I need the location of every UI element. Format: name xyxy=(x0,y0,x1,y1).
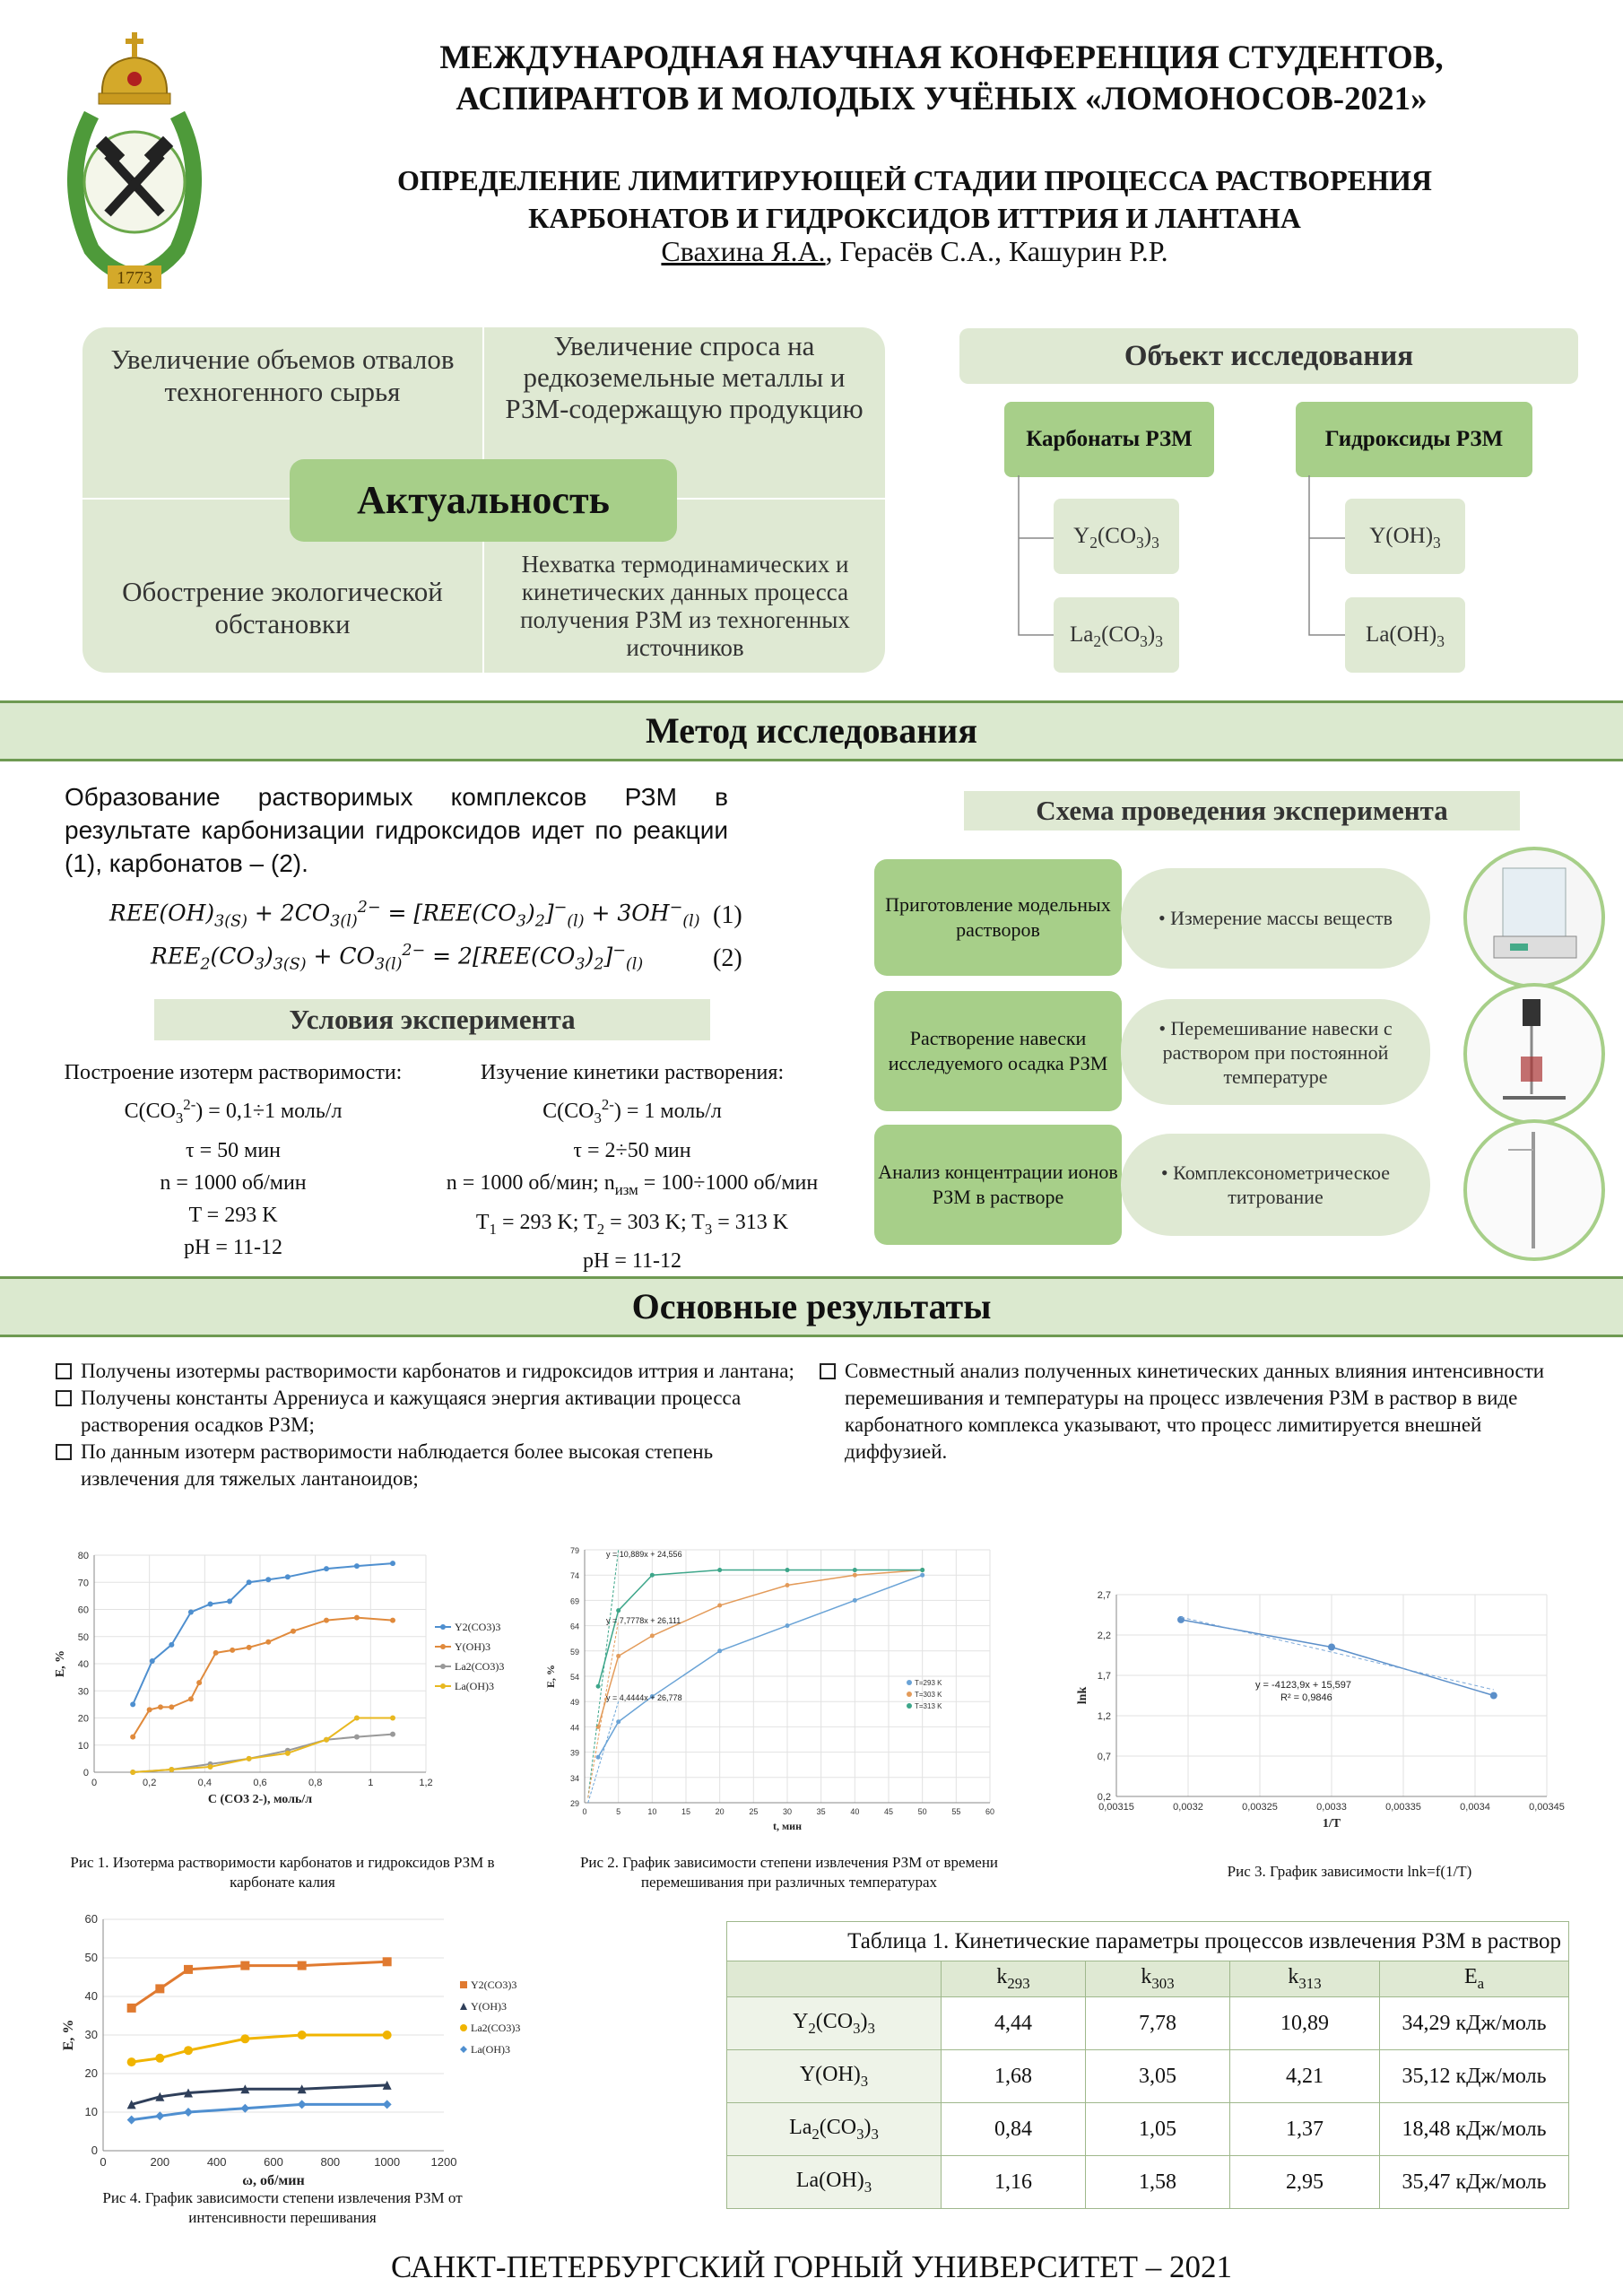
legend-marker xyxy=(440,1664,446,1669)
chart-background xyxy=(49,1544,516,1813)
x-tick-label: 1000 xyxy=(374,2155,401,2169)
analytical-balance-image xyxy=(1463,847,1605,988)
data-point xyxy=(130,1735,135,1740)
relevance-center: Актуальность xyxy=(290,459,677,542)
x-axis-label: 1/T xyxy=(1322,1817,1341,1831)
data-point xyxy=(169,1642,174,1648)
table-cell: 0,84 xyxy=(942,2103,1086,2156)
figure-1-caption: Рис 1. Изотерма растворимости карбонатов и гидроксидов РЗМ в карбонате калия xyxy=(70,1854,495,1891)
y-tick-label: 59 xyxy=(569,1647,579,1657)
table-cell: 1,68 xyxy=(942,2050,1086,2103)
data-point xyxy=(208,1764,213,1770)
legend-marker xyxy=(460,1981,467,1988)
table-cell: 35,47 кДж/моль xyxy=(1380,2156,1569,2209)
row-label: $La(OH)_3$ xyxy=(727,2156,942,2209)
y2co3-box: $Y_2(CO_3)_3$ xyxy=(1054,499,1179,574)
data-point xyxy=(920,1573,924,1578)
data-point xyxy=(717,1604,722,1608)
x-tick-label: 15 xyxy=(681,1807,691,1816)
footer: САНКТ-ПЕТЕРБУРГСКИЙ ГОРНЫЙ УНИВЕРСИТЕТ – 2021 xyxy=(391,2249,1232,2284)
data-point xyxy=(616,1719,621,1724)
data-point xyxy=(265,1577,271,1582)
x-tick-label: 0,00345 xyxy=(1529,1802,1565,1813)
data-point xyxy=(616,1608,621,1613)
legend-label: La(OH)3 xyxy=(471,2043,510,2056)
y-tick-label: 60 xyxy=(77,1605,89,1616)
data-point xyxy=(213,1650,219,1656)
trendline-equation: y = -4123,9x + 15,597 xyxy=(1255,1680,1352,1691)
y-tick-label: 74 xyxy=(569,1571,579,1581)
y-tick-label: 40 xyxy=(77,1659,89,1670)
trendline-equation: y = 7,7778x + 26,111 xyxy=(606,1616,681,1625)
data-point xyxy=(596,1684,601,1689)
table-cell: 35,12 кДж/моль xyxy=(1380,2050,1569,2103)
legend-label: Y(OH)3 xyxy=(455,1640,490,1653)
table-cell: 1,16 xyxy=(942,2156,1086,2209)
y-tick-label: 44 xyxy=(569,1723,579,1733)
chart-background xyxy=(49,1909,516,2187)
table-cell: 1,05 xyxy=(1086,2103,1230,2156)
y-tick-label: 1,2 xyxy=(1097,1711,1111,1722)
data-point xyxy=(169,1767,174,1772)
y-tick-label: 2,7 xyxy=(1097,1590,1111,1601)
kinetic-speed: n = 1000 об/мин; $n_{изм} = 100\div 1000$ об/мин xyxy=(446,1170,819,1198)
isotherm-time: τ = 50 мин xyxy=(185,1138,282,1162)
author-main: Свахина Я.А. xyxy=(661,235,826,267)
table-row xyxy=(727,2156,1569,2209)
isotherm-temp: T = 293 K xyxy=(188,1203,278,1227)
table-cell: 1,58 xyxy=(1086,2156,1230,2209)
legend-marker xyxy=(440,1624,446,1630)
isotherm-speed: n = 1000 об/мин xyxy=(160,1170,307,1195)
data-point xyxy=(785,1568,790,1572)
scheme-detail-1: • Измерение массы веществ xyxy=(1121,868,1430,969)
university-logo xyxy=(56,25,213,294)
scheme-step-2: Растворение навески исследуемого осадка РЗМ xyxy=(874,991,1122,1111)
y-tick-label: 10 xyxy=(77,1740,89,1752)
y-tick-label: 40 xyxy=(84,1989,98,2003)
hydroxides-box: Гидроксиды РЗМ xyxy=(1296,402,1532,477)
conference-title-line2: АСПИРАНТОВ И МОЛОДЫХ УЧЁНЫХ «ЛОМОНОСОВ-2021» xyxy=(456,81,1428,117)
data-point xyxy=(616,1654,621,1658)
laurel-wreath-icon xyxy=(75,115,194,276)
table-cell: 7,78 xyxy=(1086,1997,1230,2050)
data-point xyxy=(1328,1644,1335,1651)
x-tick-label: 0,00315 xyxy=(1098,1802,1134,1813)
x-tick-label: 0,4 xyxy=(197,1778,212,1788)
data-point xyxy=(158,1704,163,1709)
stirrer-image xyxy=(1463,983,1605,1125)
kinetic-temps: $T_1 = 293$ K; $T_2 = 303$ K; $T_3 = 313$ K xyxy=(475,1210,789,1238)
kinetic-concentration: $C(CO_3^{2-}) = 1$ моль/л xyxy=(542,1096,722,1126)
x-tick-label: 30 xyxy=(782,1807,793,1816)
x-tick-label: 0,2 xyxy=(143,1778,157,1788)
legend-label: Y2(CO3)3 xyxy=(455,1621,501,1633)
data-point xyxy=(650,1573,655,1578)
kinetic-conditions xyxy=(421,1057,843,1277)
results-left-list xyxy=(56,1358,800,1518)
data-point xyxy=(188,1610,194,1615)
table-row xyxy=(727,1997,1569,2050)
data-point xyxy=(324,1618,329,1623)
carbonates-box: Карбонаты РЗМ xyxy=(1004,402,1214,477)
x-tick-label: 0,8 xyxy=(308,1778,323,1788)
equation-2-number: (2) xyxy=(713,944,742,972)
scheme-step-1: Приготовление модельных растворов xyxy=(874,859,1122,976)
data-point xyxy=(298,2031,307,2039)
data-point xyxy=(127,2004,136,2013)
y-axis-label: E, % xyxy=(544,1664,557,1689)
data-point xyxy=(150,1658,155,1664)
table-title: Таблица 1. Кинетические параметры процессов извлечения РЗМ в раствор xyxy=(727,1922,1569,1961)
data-point xyxy=(247,1579,252,1585)
figure-3-caption: Рис 3. График зависимости lnk=f(1/T) xyxy=(1227,1863,1472,1880)
data-point xyxy=(596,1755,601,1760)
legend-label: Y2(CO3)3 xyxy=(471,1979,517,1991)
scheme-detail-2: • Перемешивание навески с раствором при постоянной температуре xyxy=(1121,999,1430,1105)
data-point xyxy=(291,1629,296,1634)
conditions-title: Условия эксперимента xyxy=(154,999,710,1040)
y-tick-label: 79 xyxy=(569,1546,579,1555)
y-axis-label: E, % xyxy=(61,2019,76,2051)
data-point xyxy=(265,1639,271,1645)
x-tick-label: 1 xyxy=(368,1778,374,1788)
object-title: Объект исследования xyxy=(959,328,1578,384)
data-point xyxy=(130,1701,135,1707)
data-point xyxy=(196,1680,202,1685)
result-bullet-2: Получены константы Аррениуса и кажущаяся энергия активации процесса растворения осадков РЗМ; xyxy=(56,1385,800,1439)
table-row xyxy=(727,2050,1569,2103)
y-tick-label: 49 xyxy=(569,1698,579,1708)
y-tick-label: 2,2 xyxy=(1097,1631,1111,1641)
x-tick-label: 20 xyxy=(715,1807,725,1816)
authors-rest: , Герасёв С.А., Кашурин Р.Р. xyxy=(825,235,1168,267)
y-axis-label: lnk xyxy=(1076,1686,1089,1705)
figure-4-caption: Рис 4. График зависимости степени извлечения РЗМ от интенсивности перешивания xyxy=(102,2189,463,2226)
table-cell: 10,89 xyxy=(1230,1997,1380,2050)
legend-marker xyxy=(907,1680,912,1685)
x-axis-label: ω, об/мин xyxy=(242,2173,305,2188)
relevance-bl: Обострение экологической обстановки xyxy=(122,576,443,639)
x-tick-label: 0,0033 xyxy=(1316,1802,1347,1813)
y-tick-label: 0,7 xyxy=(1097,1752,1111,1762)
legend-label: T=293 K xyxy=(915,1679,942,1687)
data-point xyxy=(184,1965,193,1974)
data-point xyxy=(188,1696,194,1701)
result-bullet-1: Получены изотермы растворимости карбонатов и гидроксидов иттрия и лантана; xyxy=(56,1358,800,1385)
data-point xyxy=(717,1648,722,1653)
table-cell: 3,05 xyxy=(1086,2050,1230,2103)
burette-image xyxy=(1463,1119,1605,1261)
data-point xyxy=(853,1598,857,1603)
poster-title-line2: КАРБОНАТОВ И ГИДРОКСИДОВ ИТТРИЯ И ЛАНТАНА xyxy=(528,202,1301,234)
equation-2: $REE_2(CO_3)_{3(S)} + CO_{3(l)}^{2-} = 2[REE(CO_3)_2]^-_{(l)}$ xyxy=(151,942,644,974)
scheme-detail-3: • Комплексонометрическое титрование xyxy=(1121,1134,1430,1236)
table-cell: 4,21 xyxy=(1230,2050,1380,2103)
laoh-box: $La(OH)_3$ xyxy=(1345,597,1465,673)
isotherm-concentration: $C(CO_3^{2-}) = 0,1\div 1$ моль/л xyxy=(124,1096,343,1126)
method-bar: Метод исследования xyxy=(0,700,1623,761)
x-tick-label: 35 xyxy=(816,1807,826,1816)
col-k293: $k_{293}$ xyxy=(942,1961,1086,1997)
y-tick-label: 80 xyxy=(77,1551,89,1561)
legend-label: La(OH)3 xyxy=(455,1680,494,1692)
poster-title-line1: ОПРЕДЕЛЕНИЕ ЛИМИТИРУЮЩЕЙ СТАДИИ ПРОЦЕССА РАСТВОРЕНИЯ xyxy=(397,164,1432,196)
table-header xyxy=(727,1961,1569,1997)
col-ea: $E_a$ xyxy=(1380,1961,1569,1997)
data-point xyxy=(184,2046,193,2055)
data-point xyxy=(240,2034,249,2043)
x-tick-label: 25 xyxy=(749,1807,759,1816)
y-tick-label: 50 xyxy=(77,1631,89,1643)
data-point xyxy=(130,1770,135,1775)
isotherm-ph: pH = 11-12 xyxy=(184,1235,282,1259)
x-tick-label: 50 xyxy=(917,1807,927,1816)
data-point xyxy=(247,1756,252,1761)
y-tick-label: 1,7 xyxy=(1097,1671,1111,1682)
x-tick-label: 60 xyxy=(985,1807,995,1816)
scheme-title: Схема проведения эксперимента xyxy=(964,791,1520,831)
y-tick-label: 29 xyxy=(569,1799,579,1808)
relevance-tl: Увеличение объемов отвалов техногенного сырья xyxy=(110,344,455,407)
logo-year: 1773 xyxy=(117,268,152,288)
la2co3-box: $La_2(CO_3)_3$ xyxy=(1054,597,1179,673)
data-point xyxy=(324,1737,329,1743)
y-tick-label: 64 xyxy=(569,1622,579,1631)
col-k313: $k_{313}$ xyxy=(1230,1961,1380,1997)
row-label: $Y_2(CO_3)_3$ xyxy=(727,1997,942,2050)
x-tick-label: 40 xyxy=(850,1807,860,1816)
data-point xyxy=(169,1704,174,1709)
data-point xyxy=(240,1961,249,1970)
chart-kinetics-temperature xyxy=(544,1541,1015,1837)
y-tick-label: 20 xyxy=(77,1713,89,1725)
x-tick-label: 55 xyxy=(951,1807,961,1816)
x-tick-label: 0 xyxy=(91,1778,98,1788)
isotherm-conditions xyxy=(36,1057,430,1264)
data-point xyxy=(383,1957,392,1966)
data-point xyxy=(853,1573,857,1578)
equation-1-number: (1) xyxy=(713,901,742,929)
trendline-equation: y = 10,889x + 24,556 xyxy=(606,1550,682,1559)
data-point xyxy=(285,1751,291,1756)
data-point xyxy=(390,1732,395,1737)
data-point xyxy=(208,1601,213,1606)
data-point xyxy=(785,1623,790,1628)
table-cell: 18,48 кДж/моль xyxy=(1380,2103,1569,2156)
yoh-box: $Y(OH)_3$ xyxy=(1345,499,1465,574)
data-point xyxy=(324,1566,329,1571)
data-point xyxy=(247,1645,252,1650)
x-tick-label: 0,0032 xyxy=(1173,1802,1203,1813)
table-cell: 1,37 xyxy=(1230,2103,1380,2156)
col-k303: $k_{303}$ xyxy=(1086,1961,1230,1997)
data-point xyxy=(390,1618,395,1623)
data-point xyxy=(383,2031,392,2039)
row-label: $La_2(CO_3)_3$ xyxy=(727,2103,942,2156)
authors xyxy=(269,235,1560,268)
data-point xyxy=(853,1568,857,1572)
data-point xyxy=(354,1563,360,1569)
data-point xyxy=(390,1716,395,1721)
data-point xyxy=(127,2057,136,2066)
y-tick-label: 0 xyxy=(91,2144,98,2157)
table-cell: 34,29 кДж/моль xyxy=(1380,1997,1569,2050)
data-point xyxy=(147,1707,152,1712)
x-tick-label: 5 xyxy=(616,1807,621,1816)
table-cell: 4,44 xyxy=(942,1997,1086,2050)
x-axis-label: C (CO3 2-), моль/л xyxy=(207,1793,313,1806)
y-tick-label: 34 xyxy=(569,1773,579,1783)
x-tick-label: 0,00335 xyxy=(1385,1802,1421,1813)
kinetic-table xyxy=(726,1921,1569,2209)
figure-2-caption: Рис 2. График зависимости степени извлечения РЗМ от времени перемешивания при различных температурах xyxy=(579,1854,999,1891)
kinetic-ph: pH = 11-12 xyxy=(583,1249,681,1274)
equation-1: $REE(OH)_{3(S)} + 2CO_{3(l)}^{2-} = [REE(CO_3)_2]^-_{(l)} + 3OH^-_{(l)}$ xyxy=(109,899,700,931)
legend-label: T=313 K xyxy=(915,1702,942,1710)
crown-icon xyxy=(99,32,170,104)
x-axis-label: t, мин xyxy=(773,1820,802,1832)
legend-marker xyxy=(460,2024,467,2031)
data-point xyxy=(920,1568,924,1572)
kinetic-title: Изучение кинетики растворения: xyxy=(480,1061,785,1084)
legend-label: T=303 K xyxy=(915,1691,942,1699)
chart-arrhenius xyxy=(1072,1578,1574,1848)
legend-label: Y(OH)3 xyxy=(471,2000,507,2013)
legend-label: La2(CO3)3 xyxy=(471,2022,521,2034)
data-point xyxy=(354,1716,360,1721)
balance-icon xyxy=(1467,850,1601,985)
data-point xyxy=(785,1583,790,1587)
legend-label: La2(CO3)3 xyxy=(455,1660,505,1673)
x-tick-label: 0,0034 xyxy=(1460,1802,1490,1813)
x-tick-label: 0,00325 xyxy=(1242,1802,1278,1813)
y-tick-label: 0 xyxy=(82,1768,89,1779)
data-point xyxy=(1490,1692,1497,1700)
x-tick-label: 600 xyxy=(264,2155,283,2169)
data-point xyxy=(285,1574,291,1579)
x-tick-label: 45 xyxy=(883,1807,894,1816)
data-point xyxy=(650,1633,655,1638)
y-tick-label: 70 xyxy=(77,1578,89,1589)
data-point xyxy=(354,1615,360,1621)
y-tick-label: 39 xyxy=(569,1748,579,1758)
chart-isotherms xyxy=(49,1544,516,1813)
x-tick-label: 1200 xyxy=(430,2155,457,2169)
chart-stirring xyxy=(49,1909,521,2188)
x-tick-label: 0 xyxy=(582,1807,587,1816)
result-bullet-3: По данным изотерм растворимости наблюдается более высокая степень извлечения для тяжелых лантаноидов; xyxy=(56,1439,800,1492)
x-tick-label: 800 xyxy=(320,2155,341,2169)
method-intro: Образование растворимых комплексов РЗМ в результате карбонизации гидроксидов идет по реакции (1), карбонатов – (2). xyxy=(65,783,728,877)
y-axis-label: E, % xyxy=(54,1649,67,1678)
x-tick-label: 10 xyxy=(647,1807,657,1816)
table-row xyxy=(727,2103,1569,2156)
data-point xyxy=(354,1735,360,1740)
data-point xyxy=(227,1598,232,1604)
x-tick-label: 1,2 xyxy=(419,1778,433,1788)
results-bar: Основные результаты xyxy=(0,1276,1623,1337)
kinetic-time: τ = 2÷50 мин xyxy=(573,1138,691,1162)
relevance-tr: Увеличение спроса на редкоземельные металлы и РЗМ-содержащую продукцию xyxy=(505,330,864,424)
legend-marker xyxy=(907,1692,912,1697)
data-point xyxy=(717,1568,722,1572)
x-tick-label: 0 xyxy=(100,2155,107,2169)
relevance-br: Нехватка термодинамических и кинетических данных процесса получения РЗМ из техногенных источников xyxy=(520,551,850,661)
x-tick-label: 200 xyxy=(150,2155,170,2169)
y-tick-label: 54 xyxy=(569,1673,579,1682)
row-label: $Y(OH)_3$ xyxy=(727,2050,942,2103)
legend-marker xyxy=(907,1703,912,1709)
result-bullet-right: Совместный анализ полученных кинетических данных влияния интенсивности перемешивания и температуры на процесс извлечения РЗМ в раствор в виде карбонатного комплекса указывают, что процесс лимитируется внешней диффузией. xyxy=(820,1358,1546,1465)
scheme-step-3: Анализ концентрации ионов РЗМ в растворе xyxy=(874,1125,1122,1245)
isotherm-title: Построение изотерм растворимости: xyxy=(64,1061,403,1084)
y-tick-label: 50 xyxy=(84,1951,98,1964)
data-point xyxy=(155,2054,164,2063)
data-point xyxy=(230,1648,235,1653)
conference-title-line1: МЕЖДУНАРОДНАЯ НАУЧНАЯ КОНФЕРЕНЦИЯ СТУДЕНТОВ, xyxy=(439,39,1444,76)
legend-marker xyxy=(440,1683,446,1689)
r-squared: R² = 0,9846 xyxy=(1280,1692,1332,1703)
x-tick-label: 400 xyxy=(206,2155,227,2169)
y-tick-label: 10 xyxy=(84,2105,98,2118)
y-tick-label: 30 xyxy=(77,1686,89,1698)
stirrer-icon xyxy=(1467,987,1601,1121)
burette-icon xyxy=(1467,1123,1601,1257)
y-tick-label: 60 xyxy=(84,1912,98,1926)
data-point xyxy=(298,1961,307,1970)
y-tick-label: 69 xyxy=(569,1596,579,1606)
y-tick-label: 30 xyxy=(84,2028,98,2041)
table-cell: 2,95 xyxy=(1230,2156,1380,2209)
y-tick-label: 0,2 xyxy=(1097,1792,1111,1803)
trendline-equation: y = 4,4444x + 26,778 xyxy=(606,1693,682,1702)
x-tick-label: 0,6 xyxy=(253,1778,267,1788)
data-point xyxy=(155,1984,164,1993)
data-point xyxy=(390,1561,395,1566)
legend-marker xyxy=(440,1644,446,1649)
y-tick-label: 20 xyxy=(84,2066,98,2080)
